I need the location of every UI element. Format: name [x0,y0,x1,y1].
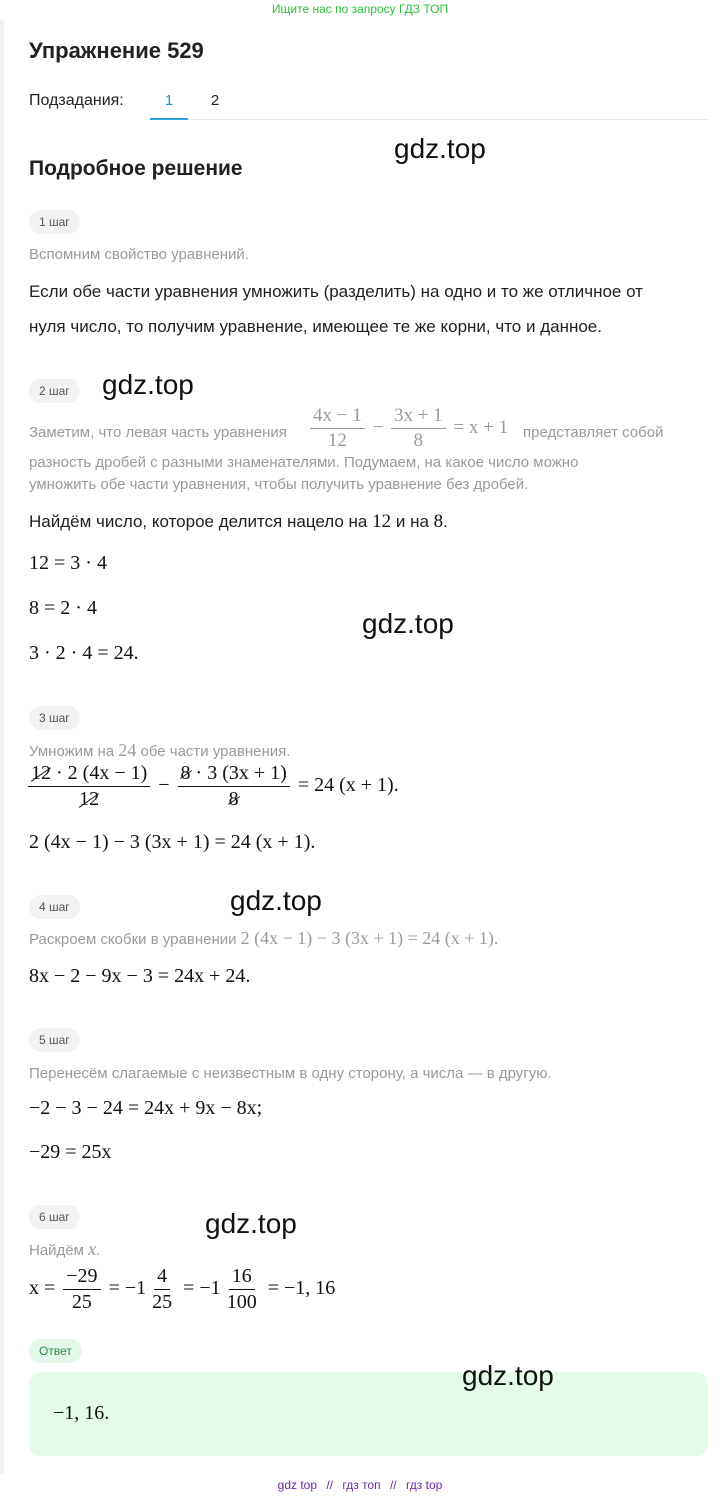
fraction-numerator: 4 [154,1266,170,1290]
step3-hint-part1: Умножим на [29,743,115,760]
equation-rhs: = 24 (x + 1). [297,774,399,797]
tabs-divider [150,119,708,120]
step2-hint-equation [307,406,508,451]
watermark: gdz.top [102,369,194,400]
card-edge [0,20,4,1475]
step3-equation-2: 2 (4x − 1) − 3 (3x + 1) = 24 (x + 1). [29,831,316,853]
variable-x: x [88,1239,97,1259]
number-12: 12 [372,511,392,532]
step2-text-and: и на [395,512,429,531]
watermark: gdz.top [462,1360,554,1391]
footer-separator: // [389,1478,397,1492]
step-badge-2: 2 шаг [29,379,80,403]
whole-part: −1 [124,1277,147,1300]
step4-hint-equation: 2 (4x − 1) − 3 (3x + 1) = 24 (x + 1). [240,928,499,948]
cancelled-8: 8 [228,788,239,810]
tab-subtask-1[interactable]: 1 [164,92,174,109]
fraction [63,1266,100,1313]
step-badge-3: 3 шаг [29,706,80,730]
step-badge-6: 6 шаг [29,1205,80,1229]
watermark: gdz.top [362,608,454,639]
step1-text-line2: нуля число, то получим уравнение, имеющее те же корни, что и данное. [29,317,602,336]
fraction-numerator: 4x − 1 [310,406,365,429]
equation-rhs: = x + 1 [453,416,509,438]
equation-result: = −1, 16 [267,1277,336,1300]
whole-part: −1 [199,1277,221,1300]
step-badge-5: 5 шаг [29,1028,80,1052]
cancelled-12: 12 [79,788,100,810]
step2-equation-1: 12 = 3 · 4 [29,552,107,574]
answer-badge: Ответ [29,1339,82,1363]
fraction-numerator: 8 · 3 (3x + 1) [178,763,290,787]
step6-hint: Найдём x. [29,1239,101,1259]
fraction [310,406,365,451]
step5-equation-1: −2 − 3 − 24 = 24x + 9x − 8x; [29,1097,263,1119]
step4-hint [29,927,498,951]
solution-heading: Подробное решение [29,157,243,180]
fraction-numerator: −29 [63,1266,100,1290]
step2-hint-line2: разность дробей с разными знаменателями. Подумаем, на какое число можно [29,454,579,471]
watermark: gdz.top [205,1208,297,1239]
watermark: gdz.top [394,133,486,164]
step2-hint-part2: представляет собой [523,424,664,441]
fraction-numerator: 3x + 1 [391,406,446,429]
page-title: Упражнение 529 [29,38,204,63]
minus-sign: − [158,774,170,797]
step2-hint-line3: умножить обе части уравнения, чтобы получить уравнение без дробей. [29,476,529,493]
step3-hint-part2: обе части уравнения. [140,743,291,760]
fraction-denominator: 25 [152,1291,173,1313]
number-24: 24 [118,740,137,760]
step2-text: Найдём число, которое делится нацело на 12 и на 8. [29,511,448,532]
footer [0,1478,720,1492]
active-tab-indicator [150,118,188,120]
fraction-denominator [76,787,102,810]
top-banner: Ищите нас по запросу ГДЗ ТОП [271,2,449,16]
answer-box [29,1372,708,1456]
fraction-numerator: 16 [229,1266,255,1290]
footer-link[interactable]: gdz top [277,1478,318,1492]
step2-equation-3: 3 · 2 · 4 = 24. [29,642,139,664]
step4-hint-text: Раскроем скобки в уравнении [29,931,237,948]
fraction-denominator [226,787,242,810]
step1-hint: Вспомним свойство уравнений. [29,246,249,263]
step3-equation-1 [25,763,399,810]
cancelled-8: 8 [180,762,191,784]
footer-link[interactable]: гдз top [405,1478,443,1492]
fraction [28,763,150,810]
fraction-denominator: 12 [327,429,347,451]
step5-equation-2: −29 = 25x [29,1141,112,1163]
step5-hint: Перенесём слагаемые с неизвестным в одну сторону, а числа — в другую. [29,1065,552,1082]
number-8: 8 [433,511,444,532]
fraction-denominator: 100 [226,1291,257,1313]
step2-text-part1: Найдём число, которое делится нацело на [29,512,368,531]
step-badge-1: 1 шаг [29,210,80,234]
step6-hint-text: Найдём [29,1242,84,1259]
fraction [391,406,446,451]
equals-sign: = [183,1277,195,1300]
fraction-numerator: 12 · 2 (4x − 1) [28,763,150,787]
footer-separator: // [326,1478,334,1492]
step2-hint-part1: Заметим, что левая часть уравнения [29,424,287,441]
step2-equation-2: 8 = 2 · 4 [29,597,97,619]
fraction-denominator: 25 [71,1291,92,1313]
equals-sign: = [108,1277,120,1300]
step3-hint [29,739,290,763]
step1-text-line1: Если обе части уравнения умножить (разделить) на одно и то же отличное от [29,282,643,301]
equation-lhs: x = [29,1277,56,1300]
fraction [178,763,290,810]
minus-sign: − [372,416,384,438]
fraction [149,1266,175,1313]
cancelled-12: 12 [31,762,51,784]
footer-link[interactable]: гдз топ [342,1478,381,1492]
tab-subtask-2[interactable]: 2 [210,92,220,109]
answer-value: −1, 16. [53,1402,110,1424]
fraction-denominator: 8 [413,429,424,451]
subtasks-label: Подзадания: [29,92,124,109]
watermark: gdz.top [230,885,322,916]
fraction [224,1266,260,1313]
step6-equation [29,1266,335,1313]
step-badge-4: 4 шаг [29,895,80,919]
step4-equation: 8x − 2 − 9x − 3 = 24x + 24. [29,965,251,987]
